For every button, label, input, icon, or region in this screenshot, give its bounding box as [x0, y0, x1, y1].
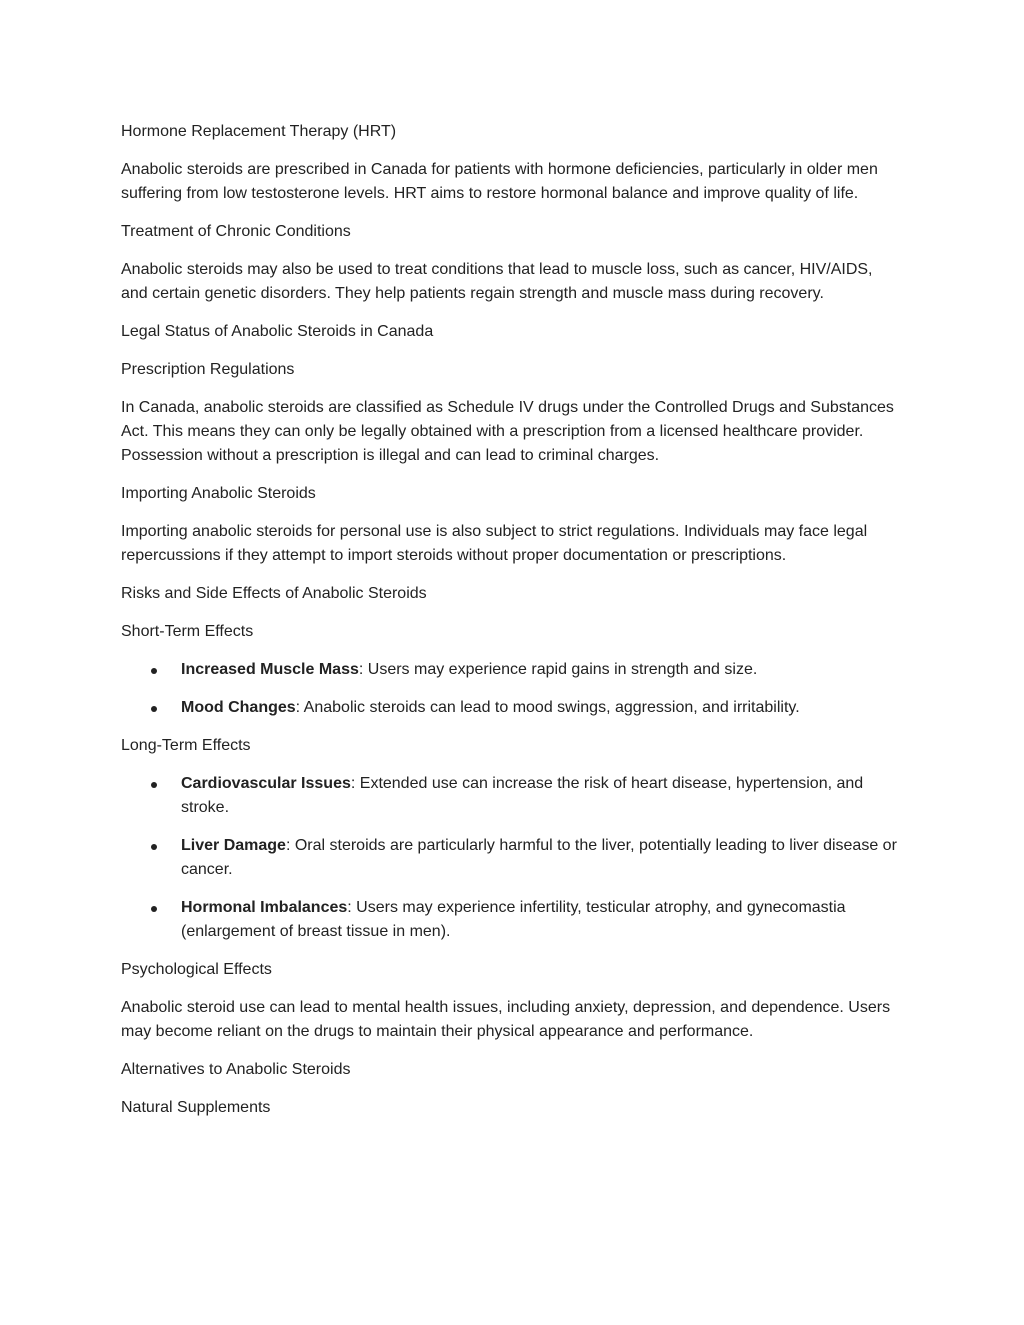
- list-item: [121, 658, 901, 682]
- list-item: [121, 896, 901, 944]
- bullet-text: : Oral steroids are particularly harmful to the liver, potentially leading to liver disease or cancer.: [181, 837, 897, 878]
- section-heading-legal-status: Legal Status of Anabolic Steroids in Canada: [121, 323, 434, 340]
- bullet-icon: [151, 782, 157, 788]
- short-term-effects-list: [121, 658, 901, 720]
- section-body-hrt: Anabolic steroids are prescribed in Canada for patients with hormone deficiencies, particularly in older men suffering from low testosterone levels. HRT aims to restore hormonal balance and improve quality of life.: [121, 161, 878, 202]
- bullet-term: Mood Changes: [181, 699, 296, 716]
- bullet-text: : Extended use can increase the risk of heart disease, hypertension, and stroke.: [181, 775, 864, 816]
- bullet-icon: [151, 906, 157, 912]
- section-body-psychological: Anabolic steroid use can lead to mental health issues, including anxiety, depression, and dependence. Users may become reliant on the drugs to maintain their physical appearance and performance.: [121, 999, 891, 1040]
- bullet-icon: [151, 668, 157, 674]
- list-item: [121, 834, 901, 882]
- section-heading-long-term: Long-Term Effects: [121, 737, 251, 754]
- section-heading-importing: Importing Anabolic Steroids: [121, 485, 316, 502]
- section-body-importing: Importing anabolic steroids for personal use is also subject to strict regulations. Individuals may face legal repercussions if they attempt to import steroids without proper documentation or prescriptions.: [121, 523, 868, 564]
- section-heading-chronic-conditions: Treatment of Chronic Conditions: [121, 223, 351, 240]
- section-heading-alternatives: Alternatives to Anabolic Steroids: [121, 1061, 351, 1078]
- list-item: [121, 696, 901, 720]
- document-page: [121, 120, 901, 1134]
- bullet-term: Hormonal Imbalances: [181, 899, 348, 916]
- long-term-effects-list: [121, 772, 901, 944]
- bullet-icon: [151, 706, 157, 712]
- bullet-icon: [151, 844, 157, 850]
- section-heading-risks: Risks and Side Effects of Anabolic Steroids: [121, 585, 427, 602]
- bullet-term: Cardiovascular Issues: [181, 775, 351, 792]
- section-body-prescription-regulations: In Canada, anabolic steroids are classified as Schedule IV drugs under the Controlled Drugs and Substances Act. This means they can only be legally obtained with a prescription from a licensed healthcare provider. Possession without a prescription is illegal and can lead to criminal charges.: [121, 399, 894, 464]
- section-heading-natural-supplements: Natural Supplements: [121, 1099, 271, 1116]
- bullet-text: : Users may experience rapid gains in strength and size.: [358, 661, 758, 678]
- bullet-text: : Users may experience infertility, testicular atrophy, and gynecomastia (enlargement of breast tissue in men).: [181, 899, 846, 940]
- section-body-chronic-conditions: Anabolic steroids may also be used to treat conditions that lead to muscle loss, such as cancer, HIV/AIDS, and certain genetic disorders. They help patients regain strength and muscle mass during recovery.: [121, 261, 873, 302]
- section-heading-hrt: Hormone Replacement Therapy (HRT): [121, 123, 397, 140]
- bullet-text: : Anabolic steroids can lead to mood swings, aggression, and irritability.: [295, 699, 800, 716]
- list-item: [121, 772, 901, 820]
- section-heading-psychological: Psychological Effects: [121, 961, 272, 978]
- bullet-term: Increased Muscle Mass: [181, 661, 359, 678]
- bullet-term: Liver Damage: [181, 837, 286, 854]
- section-heading-short-term: Short-Term Effects: [121, 623, 254, 640]
- section-heading-prescription-regulations: Prescription Regulations: [121, 361, 295, 378]
